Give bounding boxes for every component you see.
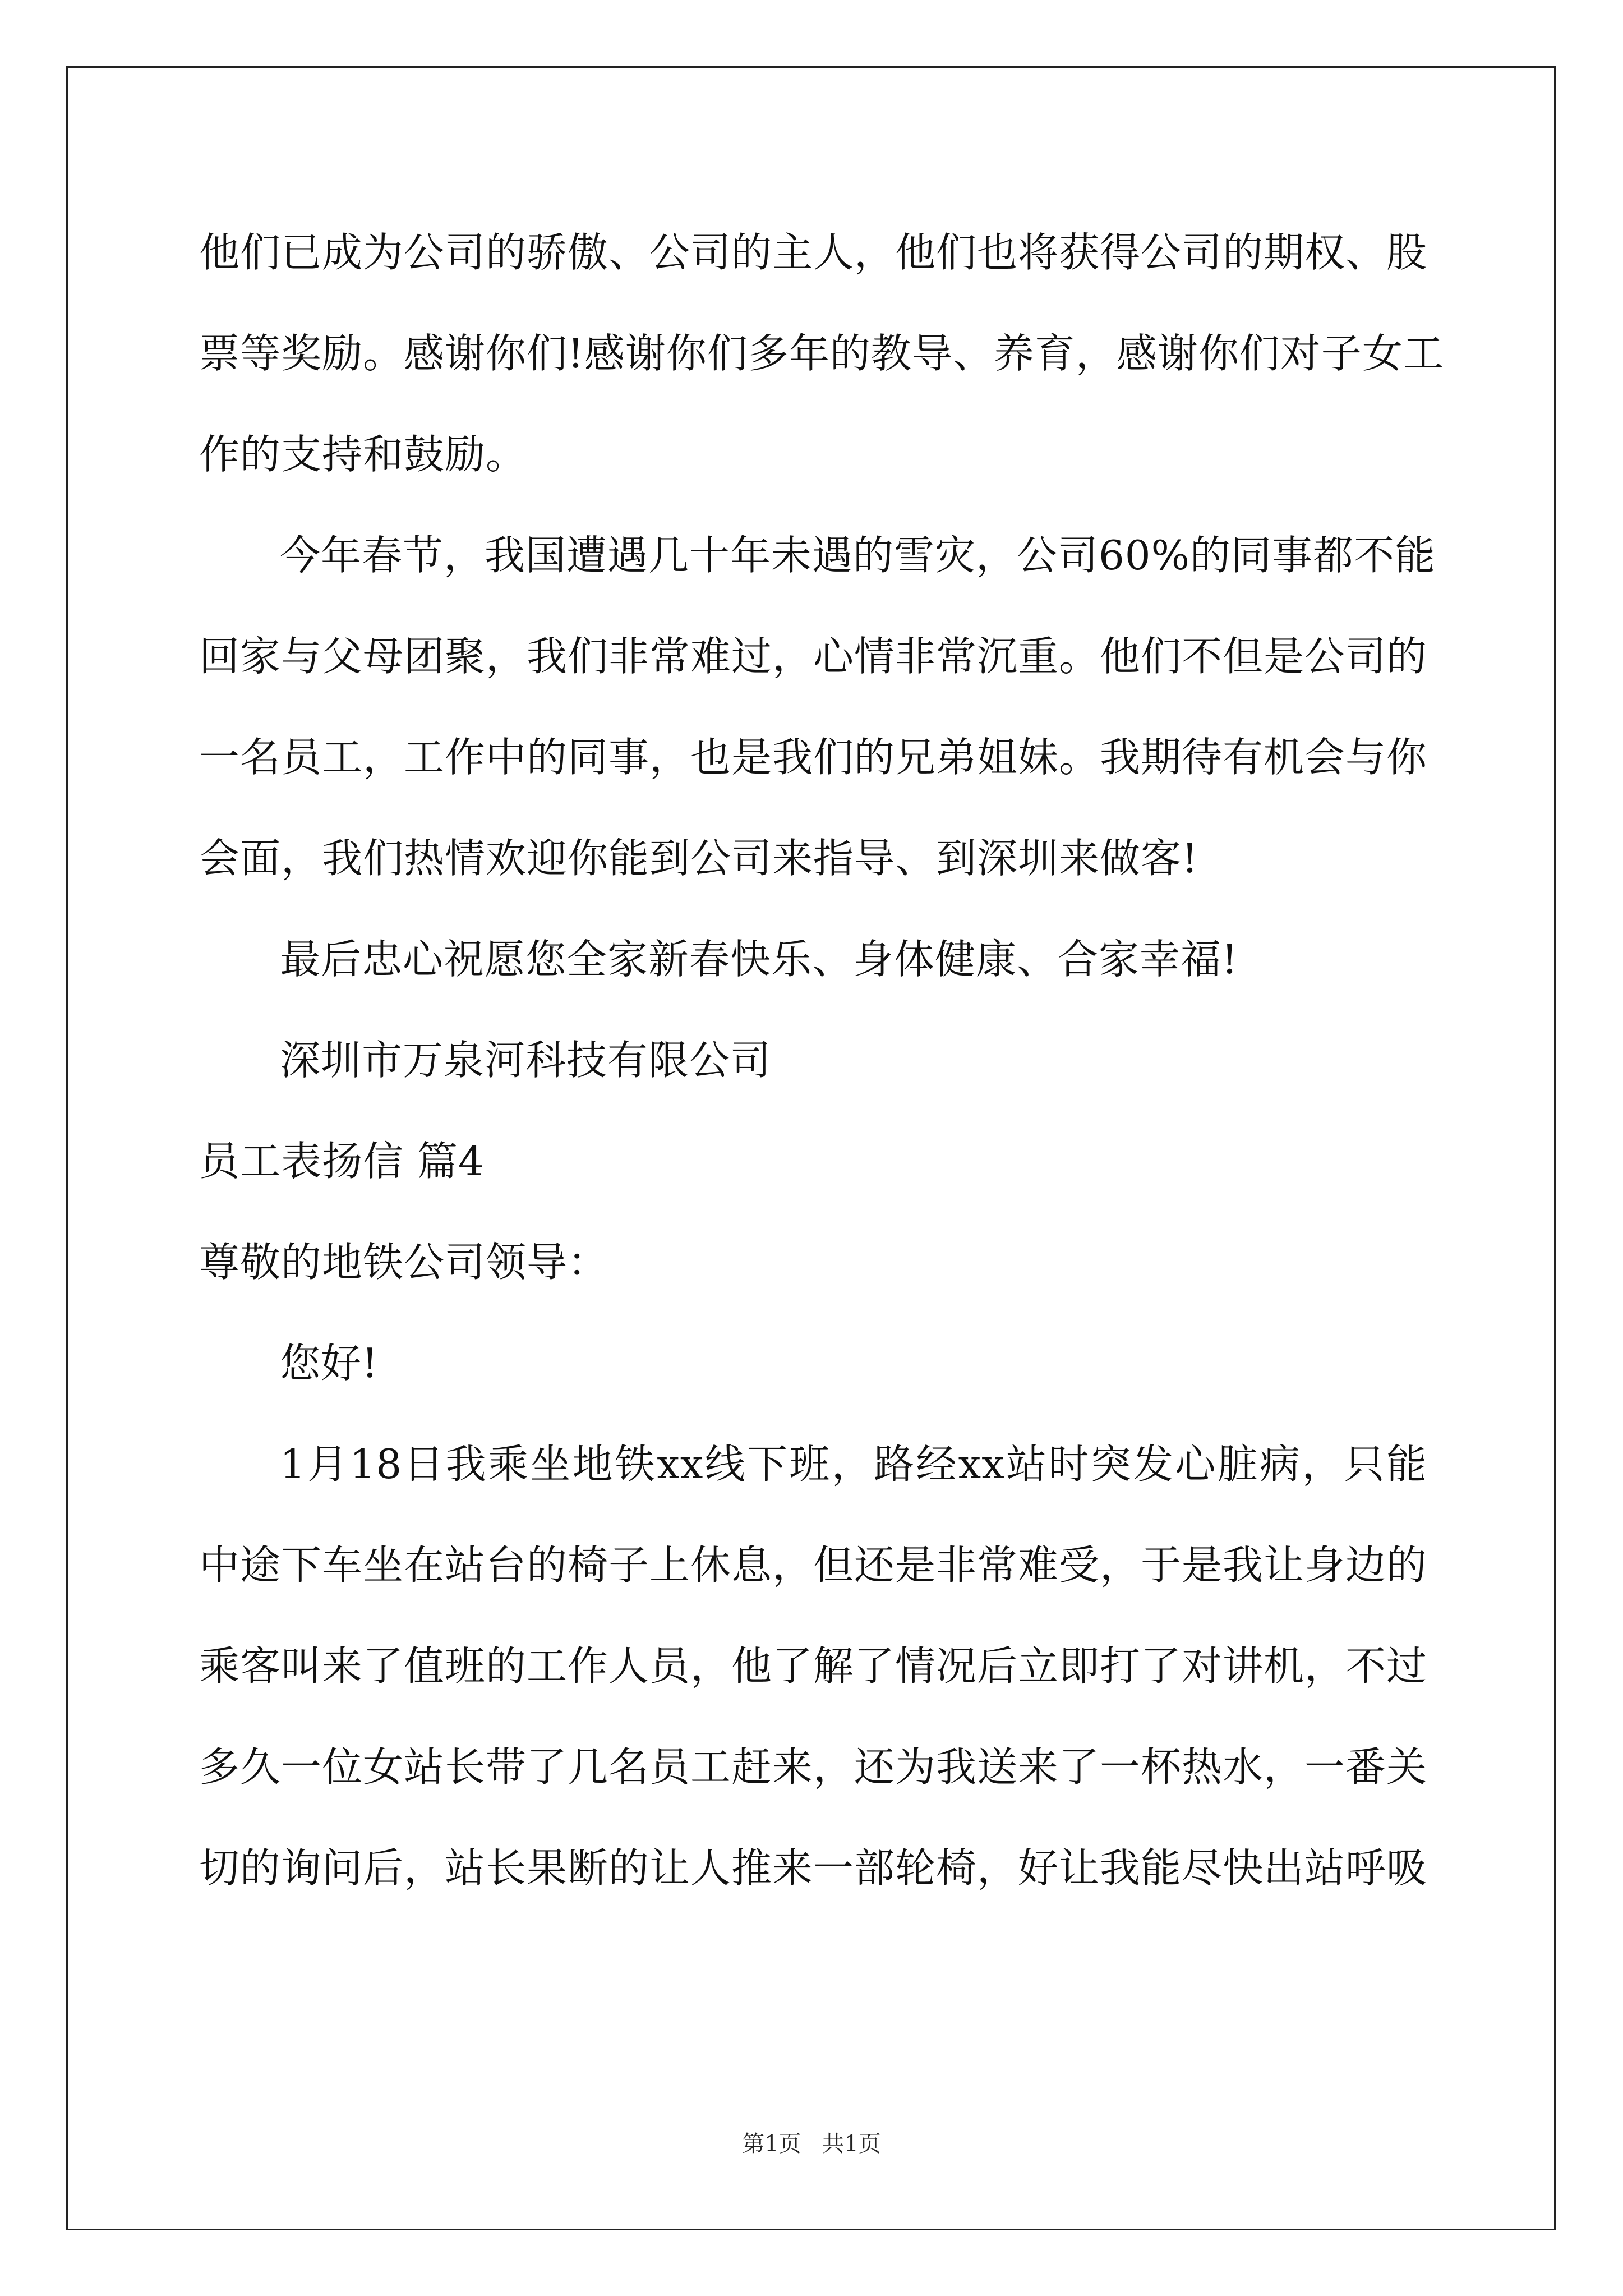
page-total: 共1页 bbox=[822, 2131, 881, 2157]
section-heading: 员工表扬信 篇4 bbox=[199, 1138, 485, 1185]
text-line-13: 1月18日我乘坐地铁xx线下班，路经xx站时突发心脏病，只能 bbox=[280, 1441, 1427, 1488]
text-line-17: 切的询问后，站长果断的让人推来一部轮椅，好让我能尽快出站呼吸 bbox=[199, 1844, 1428, 1892]
text-line-2: 票等奖励。感谢你们!感谢你们多年的教导、养育，感谢你们对子女工 bbox=[199, 330, 1444, 377]
page-footer bbox=[0, 2126, 1623, 2158]
text-line-7: 会面，我们热情欢迎你能到公司来指导、到深圳来做客! bbox=[199, 835, 1198, 882]
greeting: 您好! bbox=[280, 1340, 379, 1387]
text-line-14: 中途下车坐在站台的椅子上休息，但还是非常难受，于是我让身边的 bbox=[199, 1542, 1428, 1589]
page-number: 第1页 bbox=[742, 2131, 801, 2157]
text-line-3: 作的支持和鼓励。 bbox=[199, 431, 527, 478]
salutation: 尊敬的地铁公司领导： bbox=[199, 1239, 609, 1286]
text-line-4: 今年春节，我国遭遇几十年未遇的雪灾，公司60%的同事都不能 bbox=[280, 532, 1436, 579]
text-line-16: 多久一位女站长带了几名员工赶来，还为我送来了一杯热水，一番关 bbox=[199, 1743, 1428, 1791]
text-line-1: 他们已成为公司的骄傲、公司的主人，他们也将获得公司的期权、股 bbox=[199, 229, 1428, 276]
text-line-15: 乘客叫来了值班的工作人员，他了解了情况后立即打了对讲机，不过 bbox=[199, 1642, 1428, 1690]
text-line-5: 回家与父母团聚，我们非常难过，心情非常沉重。他们不但是公司的 bbox=[199, 633, 1428, 680]
company-signature: 深圳市万泉河科技有限公司 bbox=[280, 1037, 772, 1084]
text-line-6: 一名员工，工作中的同事，也是我们的兄弟姐妹。我期待有机会与你 bbox=[199, 734, 1428, 781]
text-line-8: 最后忠心祝愿您全家新春快乐、身体健康、合家幸福! bbox=[280, 936, 1238, 983]
document-body bbox=[199, 202, 1444, 1918]
